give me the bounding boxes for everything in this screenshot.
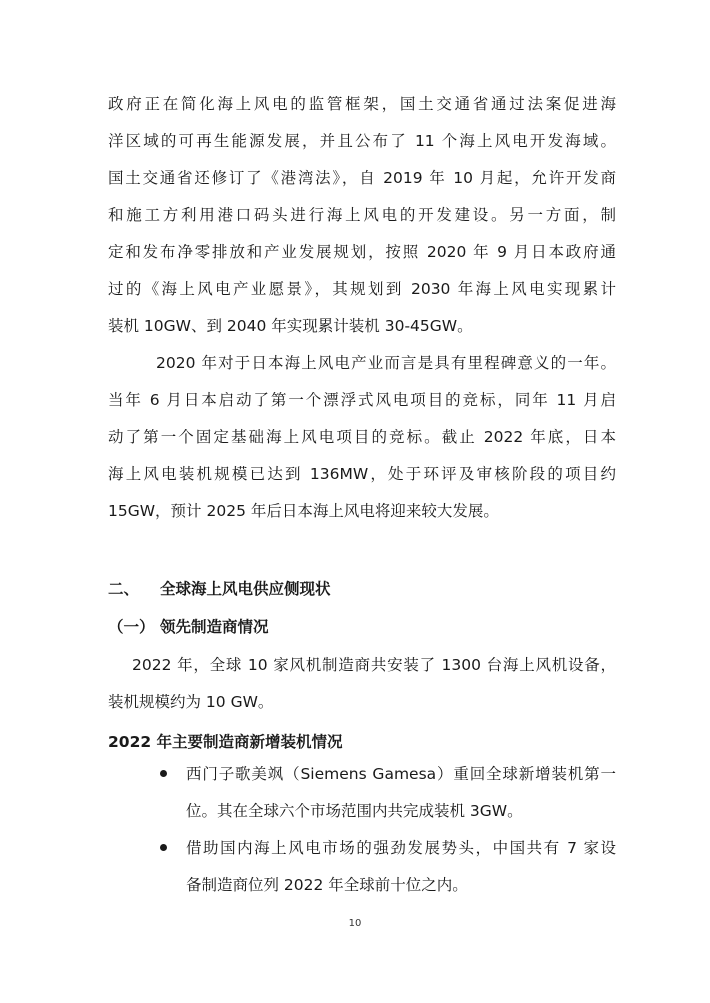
text-line: 海上风电装机规模已达到 136MW，处于环评及审核阶段的项目约 [108,465,616,483]
text-line: 2022 年，全球 10 家风机制造商共安装了 1300 台海上风机设备， [132,656,616,674]
manufacturer-bullet-list [108,756,616,904]
subsection-number: （一） [108,618,155,636]
bullet-icon [160,770,167,777]
text-line: 动了第一个固定基础海上风电项目的竞标。截止 2022 年底，日本 [108,428,616,446]
subsection-heading [108,615,269,637]
bullet-icon [160,844,167,851]
text-line: 15GW，预计 2025 年后日本海上风电将迎来较大发展。 [108,502,499,520]
section-heading [108,577,331,599]
text-line: 装机 10GW、到 2040 年实现累计装机 30-45GW。 [108,317,473,335]
section-title: 全球海上风电供应侧现状 [160,580,331,598]
text-line: 当年 6 月日本启动了第一个漂浮式风电项目的竞标，同年 11 月启 [108,391,616,409]
paragraph-japan-policy [108,86,616,345]
text-line: 借助国内海上风电市场的强劲发展势头，中国共有 7 家设 [186,839,616,857]
list-item [108,756,616,830]
text-line: 装机规模约为 10 GW。 [108,693,274,711]
text-line: 备制造商位列 2022 年全球前十位之内。 [186,876,468,894]
paragraph-japan-2020 [108,345,616,530]
text-line: 过的《海上风电产业愿景》，其规划到 2030 年海上风电实现累计 [108,280,616,298]
text-line: 国土交通省还修订了《港湾法》，自 2019 年 10 月起，允许开发商 [108,169,616,187]
subsection-title: 领先制造商情况 [160,618,269,636]
text-line: 2020 年对于日本海上风电产业而言是具有里程碑意义的一年。 [156,354,616,372]
section-number: 二、 [108,580,140,598]
list-item [108,830,616,904]
page-number: 10 [348,918,362,929]
text-line: 和施工方利用港口码头进行海上风电的开发建设。另一方面，制 [108,206,616,224]
text-line: 政府正在简化海上风电的监管框架，国土交通省通过法案促进海 [108,95,616,113]
text-line: 定和发布净零排放和产业发展规划，按照 2020 年 9 月日本政府通 [108,243,616,261]
paragraph-global-installs [108,647,616,721]
list-heading: 2022 年主要制造商新增装机情况 [108,733,343,751]
text-line: 位。其在全球六个市场范围内共完成装机 3GW。 [186,802,523,820]
text-line: 西门子歌美飒（Siemens Gamesa）重回全球新增装机第一 [186,765,616,783]
text-line: 洋区域的可再生能源发展，并且公布了 11 个海上风电开发海域。 [108,132,616,150]
